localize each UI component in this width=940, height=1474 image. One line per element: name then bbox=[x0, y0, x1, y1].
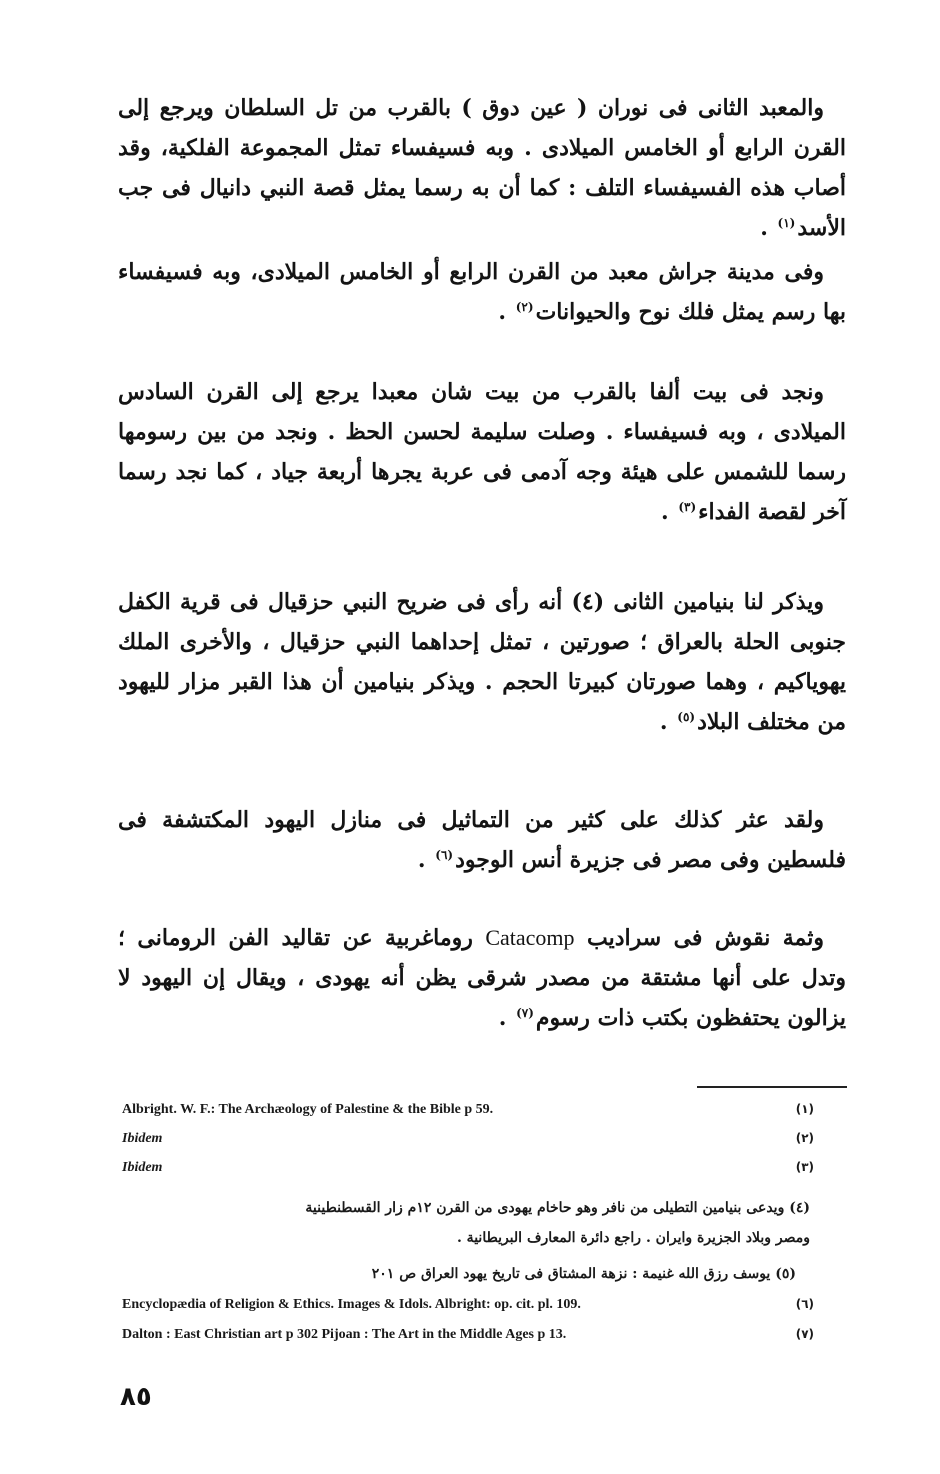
p1-end: . bbox=[760, 215, 776, 241]
p6-line-2: وتدل على أنها مشتقة من مصدر شرقى يظن أنه يهودى ، ويقال إن اليهود لا يزالون bbox=[118, 965, 846, 1031]
footnote-ref-3: (٣) bbox=[678, 499, 697, 514]
footnote-4-text-2: ومصر وبلاد الجزيرة وايران . راجع دائرة المعارف البريطانية . bbox=[456, 1230, 810, 1246]
p3-line-4: لقصة الفداء bbox=[698, 499, 807, 525]
footnote-3-number: (٣) bbox=[795, 1160, 814, 1174]
paragraph-1 bbox=[118, 88, 846, 248]
p2-line-2: بها رسم يمثل فلك نوح والحيوانات bbox=[535, 299, 846, 325]
paragraph-4 bbox=[118, 582, 846, 742]
p4-line-3: يهوياكيم ، وهما صورتان كبيرتا الحجم . ويذكر بنيامين أن هذا القبر مزار لليهود bbox=[118, 669, 846, 695]
footnote-7-text: Dalton : East Christian art p 302 Pijoan : The Art in the Middle Ages p 13. bbox=[122, 1327, 567, 1342]
paragraph-3 bbox=[118, 372, 846, 532]
footnote-2-text: Ibidem bbox=[122, 1131, 163, 1146]
footnote-3 bbox=[122, 1160, 814, 1176]
paragraph-6 bbox=[118, 918, 846, 1038]
footnote-7-number: (٧) bbox=[795, 1327, 814, 1341]
p6-end: . bbox=[498, 1005, 515, 1031]
footnote-1-text: Albright. W. F.: The Archæology of Palestine & the Bible p 59. bbox=[122, 1102, 494, 1117]
footnote-2 bbox=[122, 1131, 814, 1147]
footnote-ref-6: (٦) bbox=[435, 847, 454, 862]
footnote-6 bbox=[122, 1297, 814, 1313]
footnote-ref-7: (٧) bbox=[516, 1005, 534, 1020]
footnote-6-number: (٦) bbox=[795, 1297, 814, 1311]
p4-line-1: ويذكر لنا بنيامين الثانى (٤) أنه رأى فى ضريح النبي حزقيال فى قرية الكفل bbox=[118, 589, 824, 615]
p6-line-1b: روماغربية عن تقاليد الفن الرومانى ؛ bbox=[118, 925, 473, 951]
footnote-separator bbox=[697, 1086, 847, 1088]
footnote-5-text: يوسف رزق الله غنيمة : نزهة المشتاق فى تاريخ يهود العراق ص ٢٠١ bbox=[371, 1266, 771, 1282]
footnote-4 bbox=[118, 1193, 810, 1253]
footnote-ref-2: (٢) bbox=[515, 299, 534, 314]
footnote-5-number: (٥) bbox=[775, 1266, 796, 1282]
footnote-1 bbox=[122, 1102, 814, 1118]
p6-line-1a: وثمة نقوش فى سراديب bbox=[586, 925, 824, 951]
p4-line-2: جنوبى الحلة بالعراق ؛ صورتين ، تمثل إحداهما النبي حزقيال ، والأخرى الملك bbox=[118, 629, 846, 655]
paragraph-5 bbox=[118, 800, 846, 880]
footnote-4-text: ويدعى بنيامين التطيلى من نافر وهو حاخام يهودى من القرن ١٢م زار القسطنطينية bbox=[305, 1200, 785, 1216]
footnote-7 bbox=[122, 1327, 814, 1343]
footnote-1-number: (١) bbox=[795, 1102, 814, 1116]
footnote-4-number: (٤) bbox=[789, 1200, 810, 1216]
p4-end: . bbox=[659, 709, 676, 735]
p2-line-1: وفى مدينة جراش معبد من القرن الرابع أو الخامس الميلادى، وبه فسيفساء bbox=[118, 259, 824, 285]
p4-line-4: من مختلف البلاد bbox=[697, 709, 846, 735]
p3-line-2: الميلادى ، وبه فسيفساء . وصلت سليمة لحسن الحظ . ونجد من بين رسومها رسما bbox=[118, 419, 846, 485]
paragraph-2 bbox=[118, 252, 846, 332]
p6-line-3: يحتفظون بكتب ذات رسوم bbox=[535, 1005, 780, 1031]
p5-end: . bbox=[417, 847, 434, 873]
footnote-5 bbox=[118, 1266, 810, 1282]
p6-latin-word: Catacomp bbox=[485, 925, 575, 950]
footnote-3-text: Ibidem bbox=[122, 1160, 163, 1175]
p3-line-3: للشمس على هيئة وجه آدمى فى عربة يجرها أربعة جياد ، كما نجد رسما آخر bbox=[118, 459, 846, 525]
p5-line-2: وفى مصر فى جزيرة أنس الوجود bbox=[455, 847, 760, 873]
footnote-6-text: Encyclopædia of Religion & Ethics. Images & Idols. Albright: op. cit. pl. 109. bbox=[122, 1297, 581, 1312]
p2-end: . bbox=[498, 299, 514, 325]
p1-line-2: إلى القرن الرابع أو الخامس الميلادى . وبه فسيفساء تمثل المجموعة الفلكية، وقد أصاب bbox=[118, 95, 846, 201]
p5-line-1: ولقد عثر كذلك على كثير من التماثيل فى منازل اليهود المكتشفة فى فلسطين bbox=[118, 807, 846, 873]
p1-line-1: والمعبد الثانى فى نوران ( عين دوق ) بالقرب من تل السلطان ويرجع bbox=[159, 95, 824, 121]
footnote-ref-5: (٥) bbox=[677, 709, 696, 724]
p3-line-1: ونجد فى بيت ألفا بالقرب من بيت شان معبدا يرجع إلى القرن السادس bbox=[118, 379, 824, 405]
p1-line-3: هذه الفسيفساء التلف : كما أن به رسما يمثل قصة النبي دانيال فى جب الأسد bbox=[118, 175, 846, 241]
page-number: ٨٥ bbox=[120, 1382, 152, 1412]
p3-end: . bbox=[660, 499, 677, 525]
footnote-ref-1: (١) bbox=[777, 215, 796, 230]
footnote-2-number: (٢) bbox=[795, 1131, 814, 1145]
